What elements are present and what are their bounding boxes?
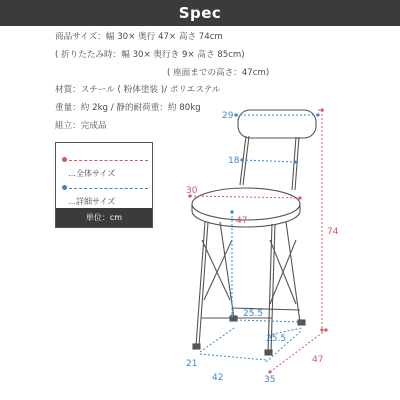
dim-dot-height-bottom (320, 328, 323, 331)
label-total-height: 74 (327, 227, 339, 237)
chair-cross-brace-b (204, 240, 232, 300)
overall-dimension-dots (188, 108, 327, 373)
label-seat-width: 30 (186, 186, 198, 196)
label-footrest-front: 25.5 (243, 309, 264, 319)
label-backrest-gap: 18 (228, 156, 240, 166)
spec-material: 材質：スチール ( 粉体塗装 )/ ポリエステル (55, 85, 221, 96)
spec-assembly: 組立：完成品 (55, 120, 107, 131)
label-base-depth: 42 (212, 373, 224, 383)
legend-overall-text: …全体サイズ (68, 169, 116, 178)
chair-foot-1 (193, 344, 200, 349)
overall-dimension-lines (190, 110, 326, 372)
label-footrest-side: 25.5 (266, 334, 287, 344)
dim-dot-depth-left (268, 370, 271, 373)
chair-cross-brace-a (202, 240, 230, 300)
legend-detail-text: …詳細サイズ (68, 197, 116, 206)
dim-dot-backrest-right (316, 113, 319, 116)
header-title: Spec (178, 4, 222, 22)
dim-dot-height-top (320, 108, 323, 111)
spec-folded-size: ( 折りたたみ時：幅 30× 奥行き 9× 高さ 85cm) (55, 49, 245, 60)
chair-foot-4 (298, 320, 305, 325)
unit-label: 単位：cm (56, 208, 152, 227)
chair-foot-2 (265, 350, 272, 355)
dim-dot-gap-left (240, 158, 243, 161)
label-seat-height: 47 (236, 216, 248, 226)
dim-dot-depth-right (324, 328, 327, 331)
label-base-width: 35 (264, 375, 276, 385)
dim-dot-gap-right (293, 160, 296, 163)
dim-line-base-depth (200, 354, 266, 360)
dim-dot-seat-bottom (230, 314, 233, 317)
label-backrest-width: 29 (222, 111, 234, 121)
chair-leg-back-right (286, 222, 300, 322)
label-leg-gap: 21 (186, 359, 198, 369)
dim-dot-seat-top (230, 210, 233, 213)
spec-seat-height: ( 座面までの高さ：47cm) (167, 67, 270, 78)
dim-dot-backrest-left (234, 113, 237, 116)
spec-product-size: 商品サイズ：幅 30× 奥行 47× 高さ 74cm (55, 32, 223, 42)
dim-line-backrest-gap (242, 160, 295, 162)
label-total-depth: 47 (312, 355, 324, 365)
spec-weight: 重量：約 2kg / 静的耐荷重：約 80kg (55, 103, 201, 114)
dim-line-leg-gap (200, 328, 234, 352)
dim-dot-seat-right (298, 196, 301, 199)
chair-backrest (238, 110, 316, 138)
